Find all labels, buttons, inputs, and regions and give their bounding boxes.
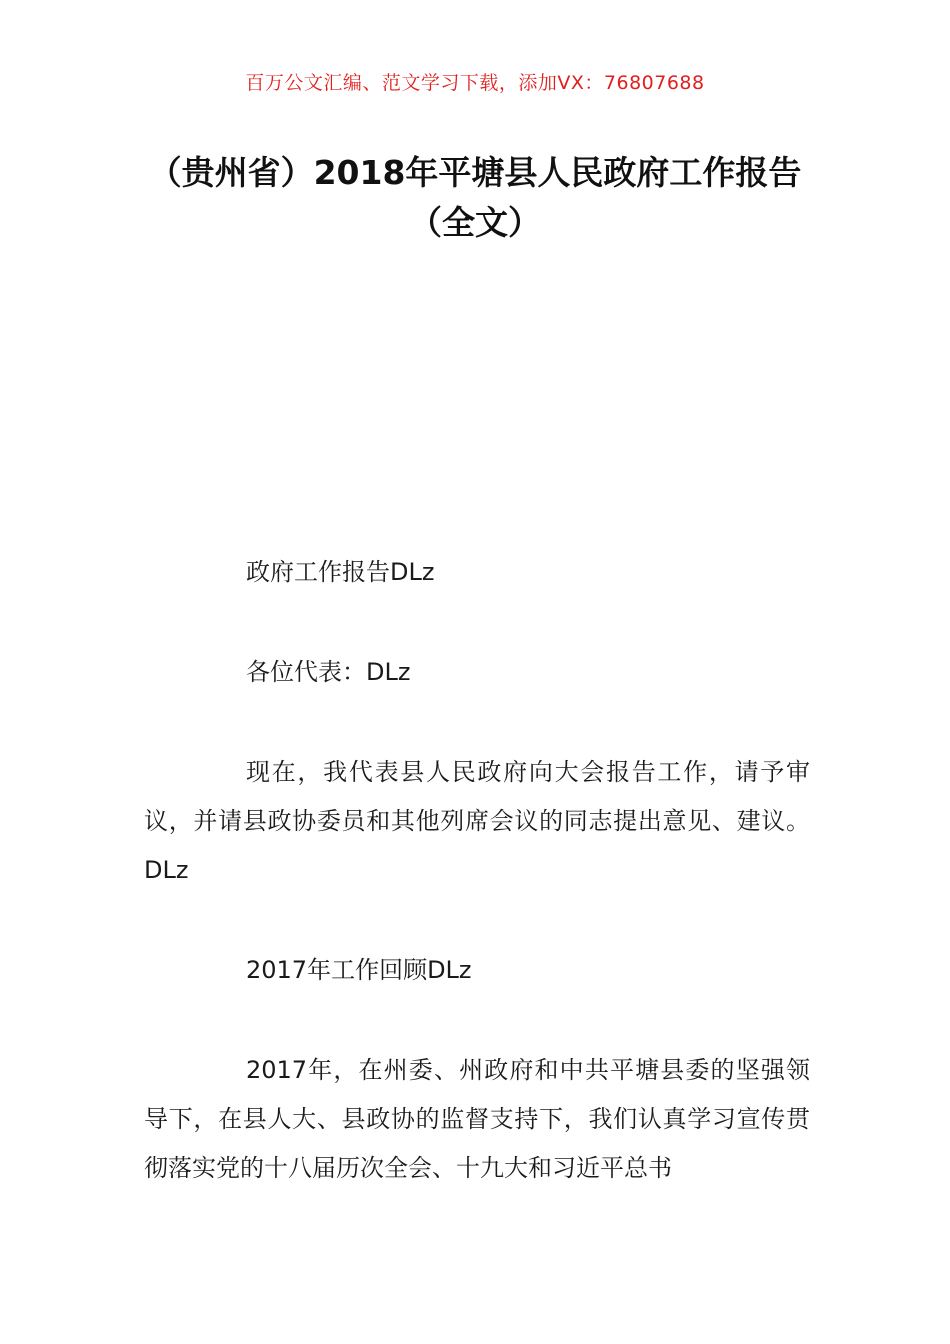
paragraph-intro: 现在，我代表县人民政府向大会报告工作，请予审议，并请县政协委员和其他列席会议的同志提出意见、建议。DLz: [144, 758, 810, 884]
document-title: （贵州省）2018年平塘县人民政府工作报告（全文）: [148, 153, 802, 242]
paragraph-review: 2017年，在州委、州政府和中共平塘县委的坚强领导下，在县人大、县政协的监督支持下，我们认真学习宣传贯彻落实党的十八届历次全会、十九大和习近平总书: [144, 1056, 810, 1182]
paragraph-subtitle: 政府工作报告DLz: [246, 558, 435, 586]
paragraph-salutation: 各位代表：DLz: [246, 658, 411, 686]
header-note: 百万公文汇编、范文学习下载，添加VX：76807688: [245, 72, 705, 94]
paragraph-section-heading: 2017年工作回顾DLz: [246, 956, 472, 984]
document-body: [144, 548, 810, 1244]
